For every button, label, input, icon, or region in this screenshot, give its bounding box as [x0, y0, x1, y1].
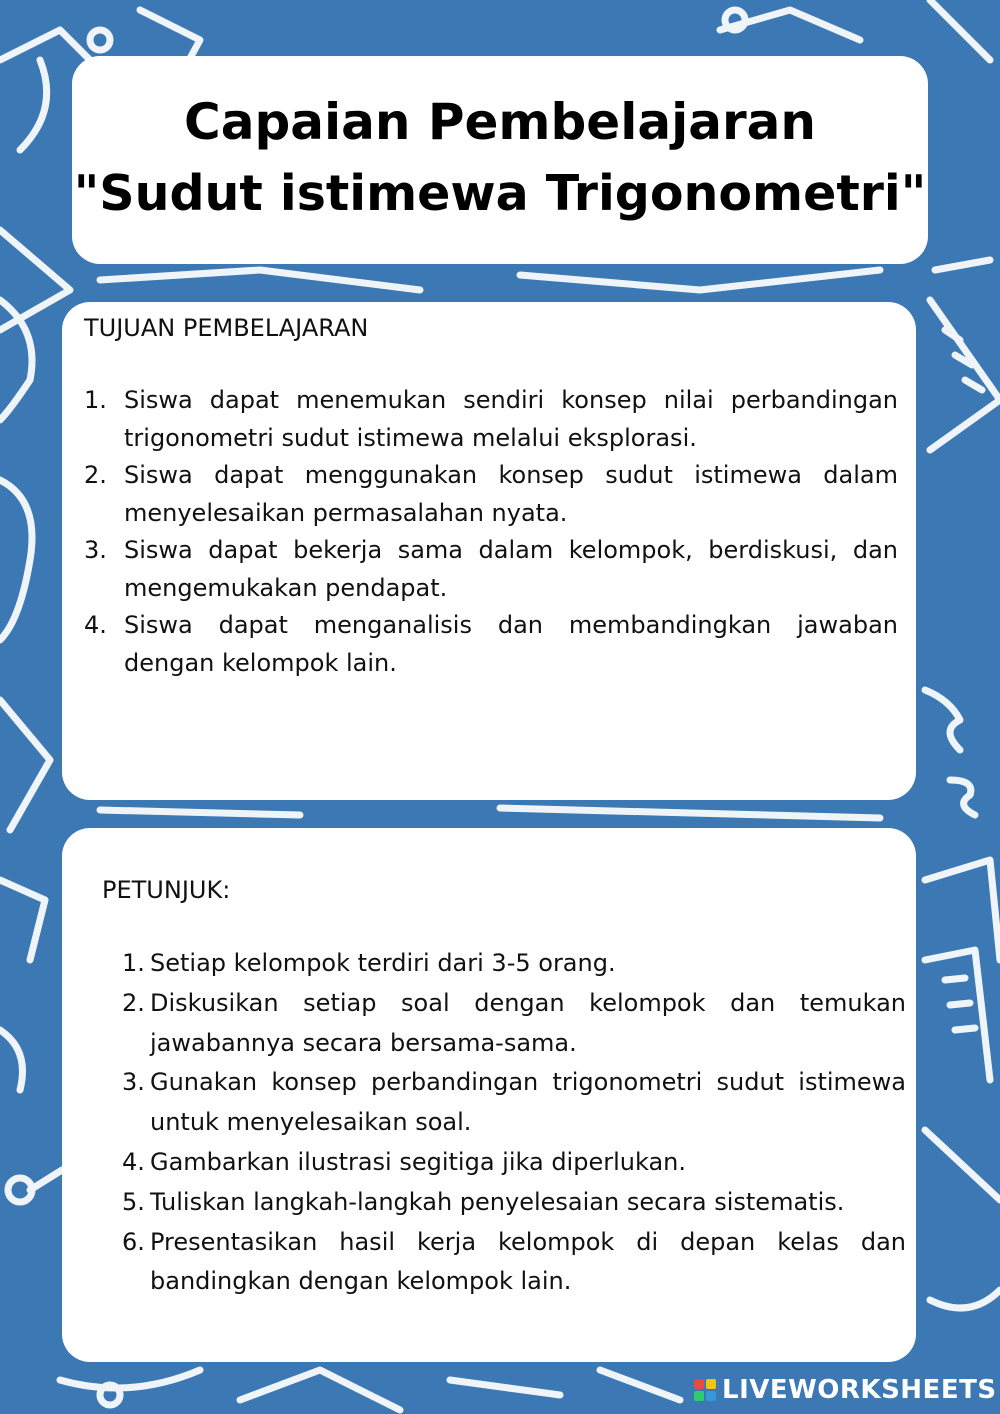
goal-item: [84, 607, 898, 682]
goal-text: Siswa dapat bekerja sama dalam kelompok, berdiskusi, dan mengemukakan pendapat.: [124, 536, 898, 602]
instruction-number: 1.: [122, 949, 145, 977]
watermark-text: LIVEWORKSHEETS: [722, 1375, 997, 1405]
goal-text: Siswa dapat menemukan sendiri konsep nilai perbandingan trigonometri sudut istimewa melalui eksplorasi.: [124, 386, 898, 452]
goal-text: Siswa dapat menggunakan konsep sudut istimewa dalam menyelesaikan permasalahan nyata.: [124, 461, 898, 527]
goal-number: 3.: [84, 536, 107, 564]
goal-item: [84, 457, 898, 532]
goal-number: 1.: [84, 386, 107, 414]
instruction-number: 2.: [122, 988, 145, 1017]
instructions-heading: PETUNJUK:: [102, 876, 231, 904]
instruction-text: Tuliskan langkah-langkah penyelesaian secara sistematis.: [150, 1187, 845, 1216]
instructions-card: [62, 828, 916, 1362]
instruction-item: [92, 1183, 906, 1223]
learning-goals-card: [62, 302, 916, 800]
page-subtitle: "Sudut istimewa Trigonometri": [73, 165, 927, 222]
goal-item: [84, 532, 898, 607]
instruction-number: 3.: [122, 1068, 145, 1097]
instruction-text: Gambarkan ilustrasi segitiga jika diperlukan.: [150, 1147, 686, 1176]
instruction-text: Setiap kelompok terdiri dari 3-5 orang.: [150, 949, 616, 977]
instruction-number: 5.: [122, 1187, 145, 1216]
title-card: [72, 56, 928, 264]
liveworksheets-logo-icon: [694, 1379, 716, 1401]
instruction-text: Presentasikan hasil kerja kelompok di depan kelas dan bandingkan dengan kelompok lain.: [150, 1227, 906, 1296]
goal-number: 4.: [84, 611, 107, 639]
liveworksheets-watermark: [694, 1375, 997, 1405]
instruction-item: [92, 1143, 906, 1183]
goal-text: Siswa dapat menganalisis dan membandingkan jawaban dengan kelompok lain.: [124, 611, 898, 677]
instructions-list: [92, 944, 906, 1302]
instruction-text: Gunakan konsep perbandingan trigonometri sudut istimewa untuk menyelesaikan soal.: [150, 1068, 906, 1137]
instruction-text: Diskusikan setiap soal dengan kelompok dan temukan jawabannya secara bersama-sama.: [150, 988, 906, 1057]
instruction-number: 6.: [122, 1227, 145, 1256]
learning-goals-heading: TUJUAN PEMBELAJARAN: [84, 314, 369, 342]
learning-goals-list: [84, 382, 898, 682]
instruction-number: 4.: [122, 1147, 145, 1176]
instruction-item: [92, 1223, 906, 1303]
goal-number: 2.: [84, 461, 107, 489]
goal-item: [84, 382, 898, 457]
instruction-item: [92, 984, 906, 1064]
instruction-item: [92, 944, 906, 984]
instruction-item: [92, 1063, 906, 1143]
page-title: Capaian Pembelajaran: [184, 93, 816, 151]
